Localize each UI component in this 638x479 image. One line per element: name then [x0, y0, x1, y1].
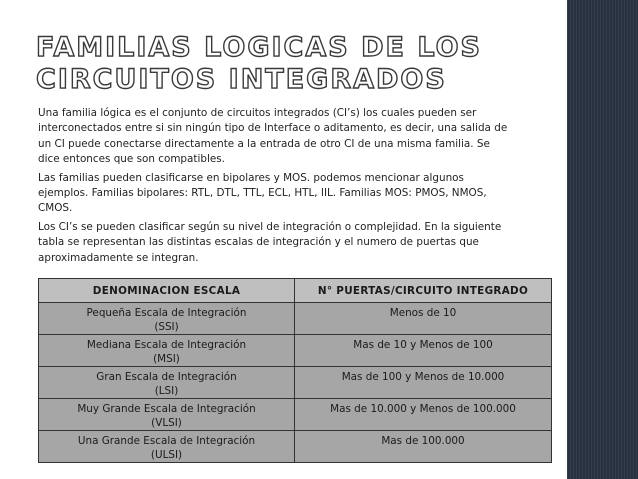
scale-abbr: (VLSI) [151, 417, 182, 429]
header-scale-name: DENOMINACION ESCALA [39, 279, 295, 303]
header-gate-count: N° PUERTAS/CIRCUITO INTEGRADO [295, 279, 552, 303]
slide-title [36, 32, 556, 96]
scale-name: Una Grande Escala de Integración [77, 435, 256, 447]
gate-count-cell: Mas de 100.000 [295, 431, 552, 463]
paragraph-line: aproximadamente se integran. [38, 251, 199, 264]
table-row [39, 335, 552, 367]
table-row [39, 431, 552, 463]
table-row [39, 367, 552, 399]
scale-name: Muy Grande Escala de Integración [77, 403, 256, 415]
scale-name: Gran Escala de Integración [96, 371, 237, 383]
scale-abbr: (LSI) [154, 385, 179, 397]
scale-name: Pequeña Escala de Integración [86, 307, 247, 319]
paragraph-line: tabla se representan las distintas escalas de integración y el numero de puertas que [38, 236, 479, 249]
paragraph-line: Una familia lógica es el conjunto de circuitos integrados (CI’s) los cuales pueden ser [38, 107, 477, 119]
paragraph-families [38, 171, 550, 217]
scale-name: Mediana Escala de Integración [86, 339, 247, 351]
scale-name-cell [39, 431, 295, 463]
scale-name-cell [39, 367, 295, 399]
scale-name-cell [39, 335, 295, 367]
scale-name-cell [39, 399, 295, 431]
scale-abbr: (SSI) [154, 321, 179, 333]
table-row [39, 303, 552, 335]
paragraph-definition [38, 106, 550, 168]
scale-abbr: (ULSI) [150, 449, 183, 461]
paragraph-line: CMOS. [38, 202, 73, 215]
scale-abbr: (MSI) [153, 353, 180, 365]
paragraph-line: dice entonces que son compatibles. [38, 153, 225, 166]
paragraph-line: interconectados entre si sin ningún tipo de Interface o aditamento, es decir, una salida de [38, 122, 508, 135]
paragraph-line: Los CI’s se pueden clasificar según su nivel de integración o complejidad. En la siguiente [38, 220, 502, 233]
gate-count-cell: Mas de 10 y Menos de 100 [295, 335, 552, 367]
table-header-row [39, 279, 552, 303]
paragraph-classification [38, 220, 550, 266]
body-text [38, 106, 550, 269]
gate-count-cell: Mas de 10.000 y Menos de 100.000 [295, 399, 552, 431]
title-line-2: CIRCUITOS INTEGRADOS [36, 64, 447, 95]
scale-name-cell [39, 303, 295, 335]
integration-scale-table [38, 278, 552, 463]
table-row [39, 399, 552, 431]
paragraph-line: un CI puede conectarse directamente a la entrada de otro CI de una misma familia. Se [38, 137, 490, 150]
paragraph-line: Las familias pueden clasificarse en bipolares y MOS. podemos mencionar algunos [38, 171, 464, 184]
gate-count-cell: Mas de 100 y Menos de 10.000 [295, 367, 552, 399]
paragraph-line: ejemplos. Familias bipolares: RTL, DTL, TTL, ECL, HTL, IIL. Familias MOS: PMOS, NMOS, [38, 187, 487, 200]
gate-count-cell: Menos de 10 [295, 303, 552, 335]
decorative-side-bar [567, 0, 638, 479]
title-line-1: FAMILIAS LOGICAS DE LOS [36, 32, 483, 63]
